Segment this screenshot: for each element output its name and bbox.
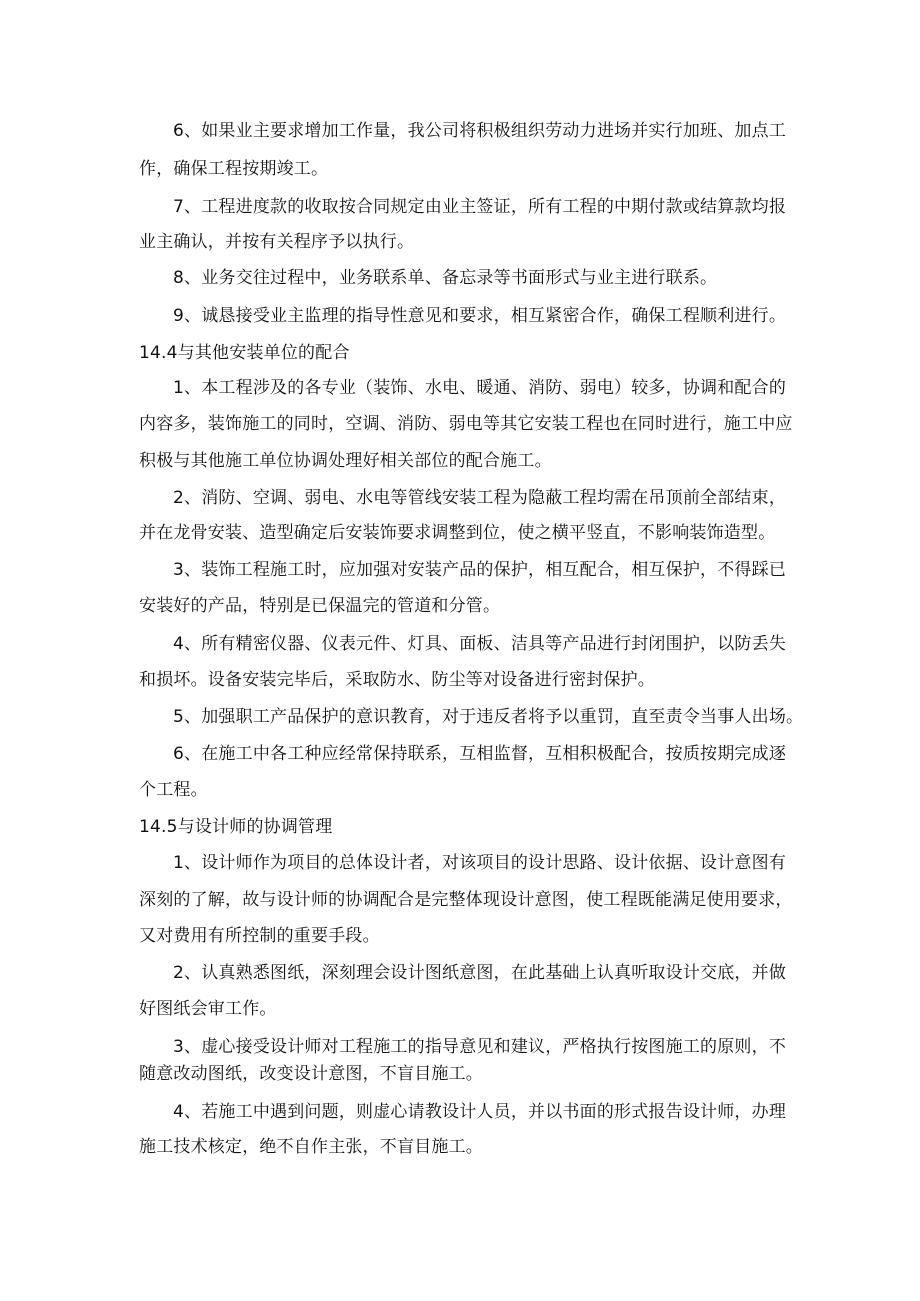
paragraph-line: 1、设计师作为项目的总体设计者，对该项目的设计思路、设计依据、设计意图有 bbox=[173, 853, 787, 873]
paragraph-line: 深刻的了解，故与设计师的协调配合是完整体现设计意图，使工程既能满足使用要求， bbox=[139, 890, 793, 910]
paragraph-line: 4、若施工中遇到问题，则虚心请教设计人员，并以书面的形式报告设计师，办理 bbox=[173, 1102, 787, 1122]
paragraph-line: 3、虚心接受设计师对工程施工的指导意见和建议，严格执行按图施工的原则，不 bbox=[173, 1037, 787, 1057]
paragraph-line: 9、诚恳接受业主监理的指导性意见和要求，相互紧密合作，确保工程顺利进行。 bbox=[173, 306, 787, 326]
paragraph-line: 随意改动图纸，改变设计意图，不盲目施工。 bbox=[139, 1064, 483, 1084]
paragraph-line: 又对费用有所控制的重要手段。 bbox=[139, 926, 380, 946]
paragraph-line: 个工程。 bbox=[139, 780, 208, 800]
paragraph-line: 2、消防、空调、弱电、水电等管线安装工程为隐蔽工程均需在吊顶前全部结束， bbox=[173, 488, 787, 508]
paragraph-line: 6、在施工中各工种应经常保持联系，互相监督，互相积极配合，按质按期完成逐 bbox=[173, 744, 787, 764]
paragraph-line: 安装好的产品，特别是已保温完的管道和分管。 bbox=[139, 596, 501, 616]
paragraph-line: 6、如果业主要求增加工作量，我公司将积极组织劳动力进场并实行加班、加点工 bbox=[173, 121, 787, 141]
paragraph-line: 5、加强职工产品保护的意识教育，对于违反者将予以重罚，直至责令当事人出场。 bbox=[173, 707, 804, 727]
paragraph-line: 作，确保工程按期竣工。 bbox=[139, 159, 329, 179]
paragraph-line: 4、所有精密仪器、仪表元件、灯具、面板、洁具等产品进行封闭围护，以防丢失 bbox=[173, 634, 787, 654]
paragraph-line: 8、业务交往过程中，业务联系单、备忘录等书面形式与业主进行联系。 bbox=[173, 268, 718, 288]
paragraph-line: 和损坏。设备安装完毕后，采取防水、防尘等对设备进行密封保护。 bbox=[139, 670, 655, 690]
section-heading: 14.4与其他安装单位的配合 bbox=[139, 343, 350, 363]
section-heading: 14.5与设计师的协调管理 bbox=[139, 817, 333, 837]
paragraph-line: 内容多，装饰施工的同时，空调、消防、弱电等其它安装工程也在同时进行，施工中应 bbox=[139, 414, 793, 434]
paragraph-line: 并在龙骨安装、造型确定后安装饰要求调整到位，使之横平竖直，不影响装饰造型。 bbox=[139, 523, 776, 543]
paragraph-line: 3、装饰工程施工时，应加强对安装产品的保护，相互配合，相互保护，不得踩已 bbox=[173, 560, 787, 580]
paragraph-line: 施工技术核定，绝不自作主张，不盲目施工。 bbox=[139, 1137, 483, 1157]
paragraph-line: 2、认真熟悉图纸，深刻理会设计图纸意图，在此基础上认真听取设计交底，并做 bbox=[173, 963, 787, 983]
paragraph-line: 好图纸会审工作。 bbox=[139, 999, 277, 1019]
paragraph-line: 7、工程进度款的收取按合同规定由业主签证，所有工程的中期付款或结算款均报 bbox=[173, 197, 787, 217]
paragraph-line: 业主确认，并按有关程序予以执行。 bbox=[139, 232, 415, 252]
paragraph-line: 积极与其他施工单位协调处理好相关部位的配合施工。 bbox=[139, 451, 552, 471]
paragraph-line: 1、本工程涉及的各专业（装饰、水电、暖通、消防、弱电）较多，协调和配合的 bbox=[173, 378, 787, 398]
